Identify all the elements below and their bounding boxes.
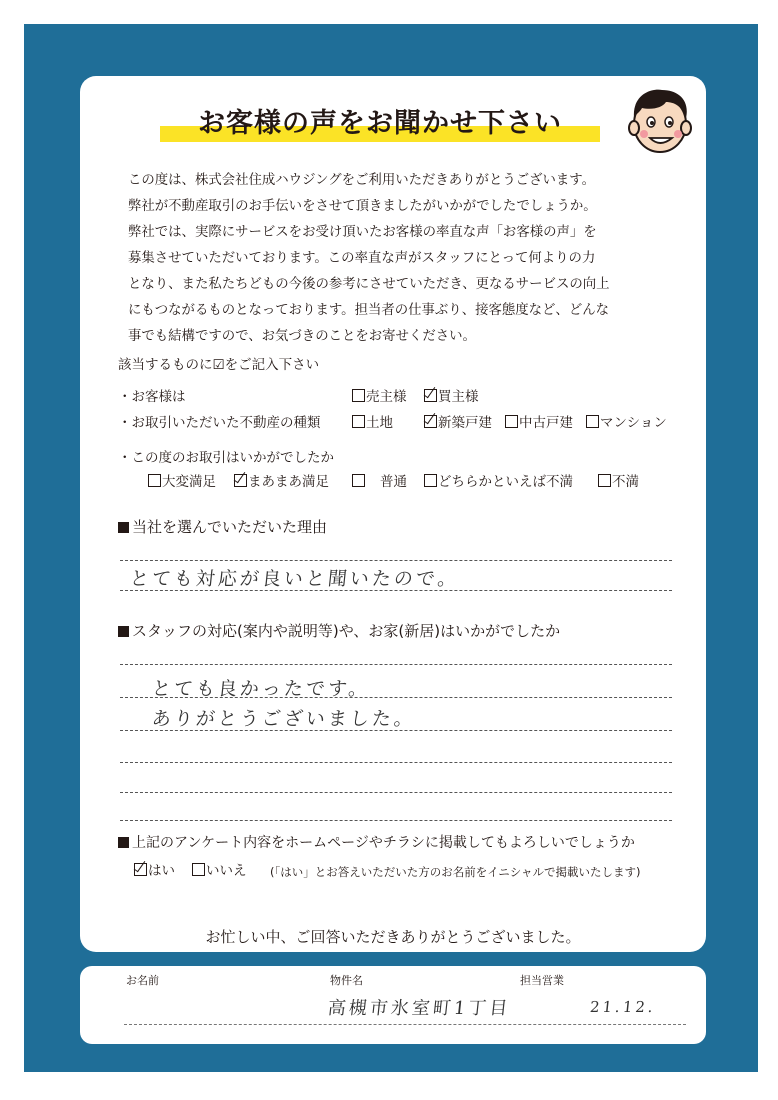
answer-line bbox=[120, 730, 672, 731]
option-used-house[interactable]: 中古戸建 bbox=[505, 413, 573, 433]
checkbox-checked[interactable] bbox=[234, 474, 247, 487]
checkbox[interactable] bbox=[148, 474, 161, 487]
staff-answer-line-1: とても良かったです。 bbox=[150, 678, 372, 700]
option-somewhat-unsatisfied[interactable]: どちらかといえば不満 bbox=[424, 472, 573, 492]
option-buyer[interactable]: 買主様 bbox=[424, 387, 479, 407]
option-somewhat-satisfied[interactable]: まあまあ満足 bbox=[234, 472, 329, 492]
answer-line bbox=[120, 664, 672, 665]
staff-heading: スタッフの対応(案内や説明等)や、お家(新居)はいかがでしたか bbox=[118, 620, 560, 642]
checkbox-checked[interactable] bbox=[134, 863, 147, 876]
checkbox[interactable] bbox=[586, 415, 599, 428]
option-land[interactable]: 土地 bbox=[352, 413, 393, 433]
answer-line bbox=[120, 792, 672, 793]
page-title: お客様の声をお聞かせ下さい bbox=[160, 104, 600, 144]
checkbox[interactable] bbox=[352, 415, 365, 428]
checkbox-checked[interactable] bbox=[424, 389, 437, 402]
staff-face-illustration bbox=[622, 84, 698, 156]
option-unsatisfied[interactable]: 不満 bbox=[598, 472, 639, 492]
checkbox[interactable] bbox=[352, 389, 365, 402]
checkbox[interactable] bbox=[192, 863, 205, 876]
name-label: お名前 bbox=[126, 974, 159, 987]
option-very-satisfied[interactable]: 大変満足 bbox=[148, 472, 216, 492]
checkbox[interactable] bbox=[505, 415, 518, 428]
answer-line bbox=[120, 590, 672, 591]
property-value: 高槻市氷室町1丁目 bbox=[326, 998, 512, 1019]
checkbox[interactable] bbox=[424, 474, 437, 487]
property-label: 物件名 bbox=[330, 974, 363, 987]
option-publish-no[interactable]: いいえ bbox=[192, 861, 247, 881]
reason-answer: とても対応が良いと聞いたので。 bbox=[128, 568, 461, 590]
q-satisfaction-label: ・この度のお取引はいかがでしたか bbox=[118, 450, 334, 466]
publish-note: (「はい」とお答えいただいた方のお名前をイニシャルで掲載いたします) bbox=[270, 865, 641, 879]
option-neutral[interactable]: 普通 bbox=[352, 472, 407, 492]
q-customer-label: ・お客様は bbox=[118, 389, 186, 405]
answer-line bbox=[120, 762, 672, 763]
intro-text: この度は、株式会社住成ハウジングをご利用いただきありがとうございます。 弊社が不動産取引のお手伝いをさせて頂きましたがいかがでしたでしょうか。 弊社では、実際にサービスをお受け頂いたお客様の率直な声「お客様の声」を 募集させていただいております。この率直な声がスタッフにとって何よりの力 となり、また私たちどもの今後の参考にさせていただき、更なるサービスの向上 にもつながるものとなっております。担当者の仕事ぶり、接客態度など、どんな 事でも結構ですので、お気づきのことをお寄せください。 bbox=[128, 173, 610, 344]
option-mansion[interactable]: マンション bbox=[586, 413, 667, 433]
checkbox[interactable] bbox=[352, 474, 365, 487]
checkbox[interactable] bbox=[598, 474, 611, 487]
answer-line bbox=[120, 697, 672, 698]
publish-heading: 上記のアンケート内容をホームページやチラシに掲載してもよろしいでしょうか bbox=[118, 832, 635, 854]
option-new-house[interactable]: 新築戸建 bbox=[424, 413, 492, 433]
checkbox-checked[interactable] bbox=[424, 415, 437, 428]
reason-heading: 当社を選んでいただいた理由 bbox=[118, 516, 327, 538]
answer-line bbox=[120, 820, 672, 821]
answer-line bbox=[120, 560, 672, 561]
footer-line bbox=[124, 1024, 686, 1025]
date-value: 21.12. bbox=[589, 998, 657, 1016]
staff-answer-line-2: ありがとうございました。 bbox=[150, 708, 418, 730]
closing-message: お忙しい中、ご回答いただきありがとうございました。 bbox=[205, 928, 581, 946]
option-publish-yes[interactable]: はい bbox=[134, 861, 175, 881]
instruction: 該当するものに☑をご記入下さい bbox=[118, 357, 320, 373]
staff-label: 担当営業 bbox=[520, 974, 564, 987]
q-property-label: ・お取引いただいた不動産の種類 bbox=[118, 415, 321, 431]
option-seller[interactable]: 売主様 bbox=[352, 387, 407, 407]
